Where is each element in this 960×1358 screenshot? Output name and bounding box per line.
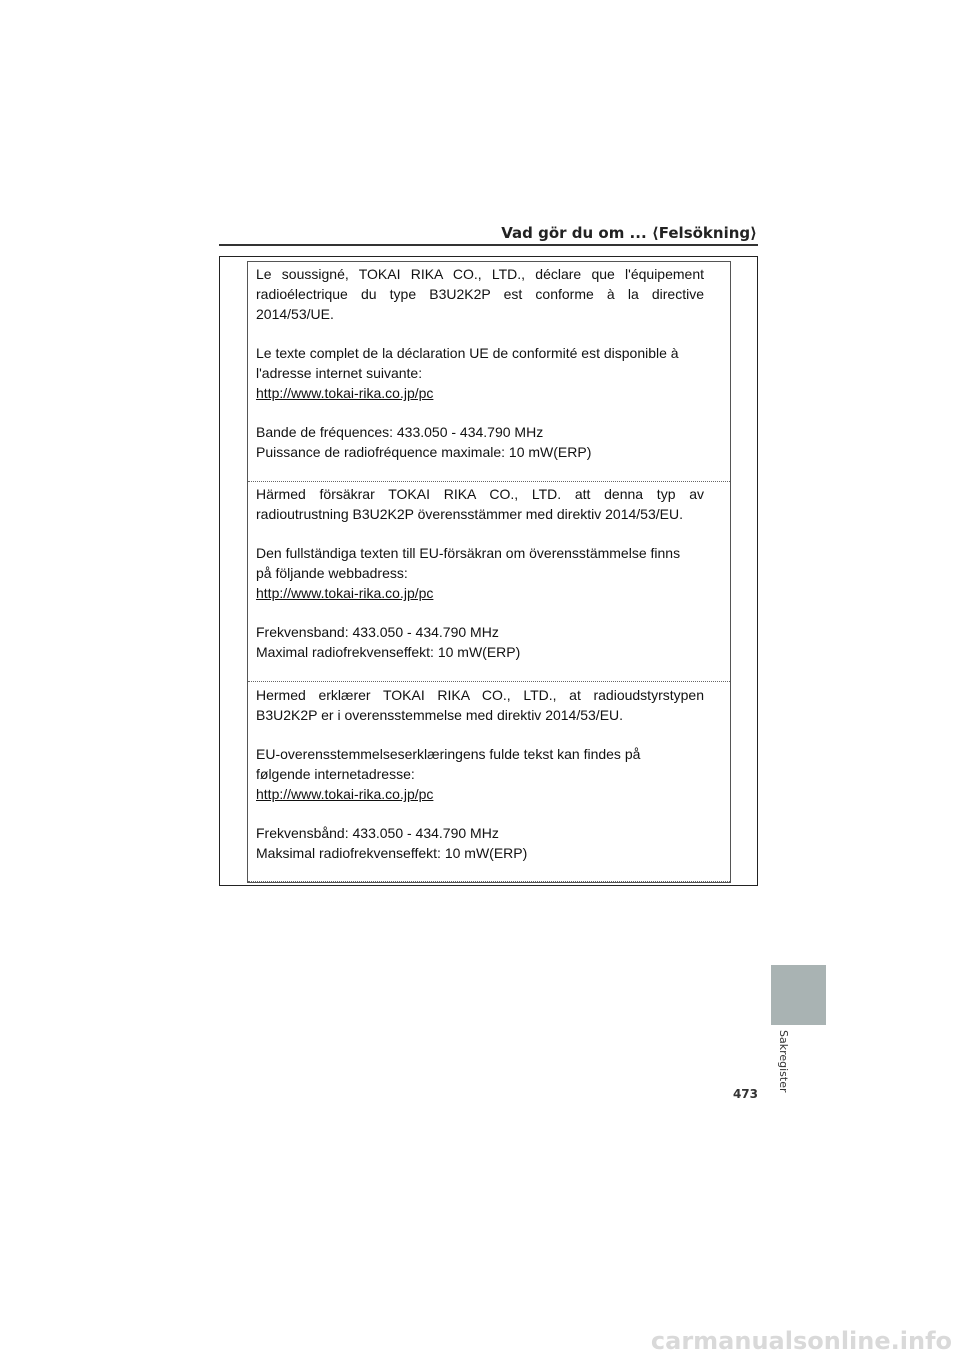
declaration-url-link[interactable]: http://www.tokai-rika.co.jp/pc	[256, 786, 434, 802]
max-power: Maksimal radiofrekvenseffekt: 10 mW(ERP)	[256, 845, 528, 861]
section-divider	[248, 481, 730, 482]
declaration-text: Härmed försäkrar TOKAI RIKA CO., LTD. att denna typ av radioutrustning B3U2K2P överensstämmer med direktiv 2014/53/EU.	[256, 486, 704, 522]
availability-text	[256, 543, 704, 603]
page-number: 473	[732, 1087, 758, 1101]
declaration-text: Le soussigné, TOKAI RIKA CO., LTD., déclare que l'équipement radioélectrique du type B3U2K2P est conforme à la directive 2014/53/UE.	[256, 266, 704, 322]
availability-line: følgende internetadresse:	[256, 766, 415, 782]
availability-text	[256, 343, 704, 403]
watermark: carmanualsonline.info	[650, 1327, 952, 1355]
frequency-band: Bande de fréquences: 433.050 - 434.790 MHz	[256, 424, 544, 440]
availability-line: Den fullständiga texten till EU-försäkran om överensstämmelse finns	[256, 545, 681, 561]
chapter-side-tab[interactable]	[771, 965, 826, 1025]
declaration-text: Hermed erklærer TOKAI RIKA CO., LTD., at radioudstyrstypen B3U2K2P er i overensstemmelse med direktiv 2014/53/EU.	[256, 687, 704, 723]
availability-line: Le texte complet de la déclaration UE de conformité est disponible à	[256, 345, 679, 361]
section-divider	[248, 681, 730, 682]
declaration-section-danish	[248, 685, 730, 882]
page-header-title: Vad gör du om ... ⟨Felsökning⟩	[501, 224, 757, 242]
frequency-info	[256, 422, 704, 462]
header-rule	[219, 244, 758, 246]
frequency-band: Frekvensbånd: 433.050 - 434.790 MHz	[256, 825, 499, 841]
availability-line: på följande webbadress:	[256, 565, 408, 581]
max-power: Puissance de radiofréquence maximale: 10 mW(ERP)	[256, 444, 592, 460]
frequency-band: Frekvensband: 433.050 - 434.790 MHz	[256, 624, 499, 640]
chapter-side-label: Sakregister	[777, 1030, 790, 1093]
declaration-url-link[interactable]: http://www.tokai-rika.co.jp/pc	[256, 385, 434, 401]
declaration-section-french	[248, 264, 730, 481]
frequency-info	[256, 622, 704, 662]
section-divider	[248, 881, 730, 882]
availability-line: l'adresse internet suivante:	[256, 365, 423, 381]
declaration-section-swedish	[248, 484, 730, 681]
availability-line: EU-overensstemmelseserklæringens fulde tekst kan findes på	[256, 746, 641, 762]
availability-text	[256, 744, 704, 804]
declaration-url-link[interactable]: http://www.tokai-rika.co.jp/pc	[256, 585, 434, 601]
frequency-info	[256, 823, 704, 863]
max-power: Maximal radiofrekvenseffekt: 10 mW(ERP)	[256, 644, 521, 660]
